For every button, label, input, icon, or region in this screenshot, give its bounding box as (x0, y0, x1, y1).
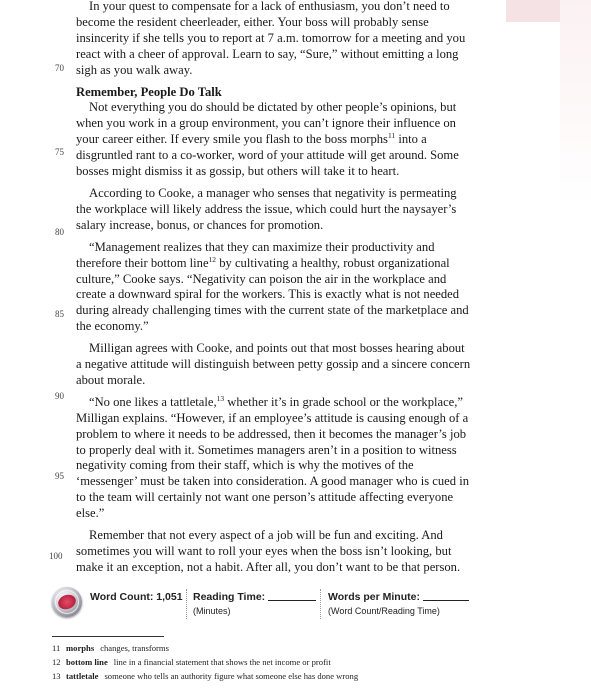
reading-time-unit: (Minutes) (193, 606, 231, 616)
line-number: 95 (55, 471, 64, 481)
article-body (76, 0, 471, 576)
paragraph: Not everything you do should be dictated by other people’s opinions, but when you work in a group environment, you can’t ignore their influence on your career either. If every smile you flash to the boss morphs$^{11}$ into a disgruntled rant to a co-worker, word of your attitude will get around. Some bosses might dismiss it as gossip, but others will take it to heart. (76, 100, 459, 179)
footnote-ref: 12 (208, 254, 217, 264)
stopwatch-badge-icon (52, 587, 82, 617)
footnote: 12 bottom line line in a financial statement that shows the net income or profit (52, 657, 331, 667)
line-number: 70 (55, 63, 64, 73)
line-number: 75 (55, 147, 64, 157)
line-number: 85 (55, 309, 64, 319)
line-number: 90 (55, 391, 64, 401)
divider (320, 589, 321, 619)
words-per-minute-formula: (Word Count/Reading Time) (328, 606, 440, 616)
line-number: 80 (55, 227, 64, 237)
words-per-minute-field[interactable]: Words per Minute: (328, 591, 469, 603)
section-heading: Remember, People Do Talk (76, 84, 222, 99)
divider (186, 589, 187, 619)
reading-stats (52, 587, 492, 621)
paragraph: “Management realizes that they can maximize their productivity and therefore their bottom line$^{12}$ by cultivating a healthy, robust organizational culture,” Cooke says. “Negativity can poison the air in the workplace and create a downward spiral for the workers. This is exactly what is not needed during already challenging times with the current state of the marketplace and the economy.” (76, 239, 469, 334)
paragraph: “No one likes a tattletale,$^{13}$ whether it’s in grade school or the workplace,” Milligan explains. “However, if an employee’s attitude is causing enough of a problem to where it needs to be addressed, then it becomes the manager’s job to properly deal with it. Sometimes managers aren’t in a position to witness negativity coming from their staff, which is why the motives of the ‘messenger’ must be taken into consideration. A good manager who is cued in to the team will certainly not want one person’s attitude affecting everyone else.” (76, 393, 469, 521)
paragraph: According to Cooke, a manager who senses that negativity is permeating the workplace will likely address the issue, which could hurt the naysayer’s salary increase, bonus, or chances for promotion. (76, 185, 457, 232)
reading-time-field[interactable]: Reading Time: (193, 591, 316, 603)
footnote: 11 morphs changes, transforms (52, 643, 169, 653)
footnote: 13 tattletale someone who tells an authority figure what someone else has done wrong (52, 671, 359, 681)
line-number: 100 (49, 551, 63, 561)
footnote-ref: 13 (216, 393, 225, 403)
paragraph: In your quest to compensate for a lack of enthusiasm, you don’t need to become the resident cheerleader, either. Your boss will probably sense insincerity if she tells you to report at 7 a.m. tomorrow for a meeting and you react with a cheer of approval. Learn to say, “Sure,” without emitting a long sigh as you walk away. (76, 0, 466, 77)
paragraph: Milligan agrees with Cooke, and points out that most bosses hearing about a negative attitude will distinguish between petty gossip and a sincere concern about morale. (76, 341, 471, 387)
word-count: Word Count: 1,051 (90, 591, 183, 603)
margin-tint (560, 0, 591, 689)
paragraph: Remember that not every aspect of a job will be fun and exciting. And sometimes you will want to roll your eyes when the boss isn’t looking, but make it an exception, not a habit. After all, you don’t want to be that person. (76, 528, 461, 574)
footnote-ref: 11 (387, 131, 396, 141)
footnote-rule (52, 636, 164, 637)
